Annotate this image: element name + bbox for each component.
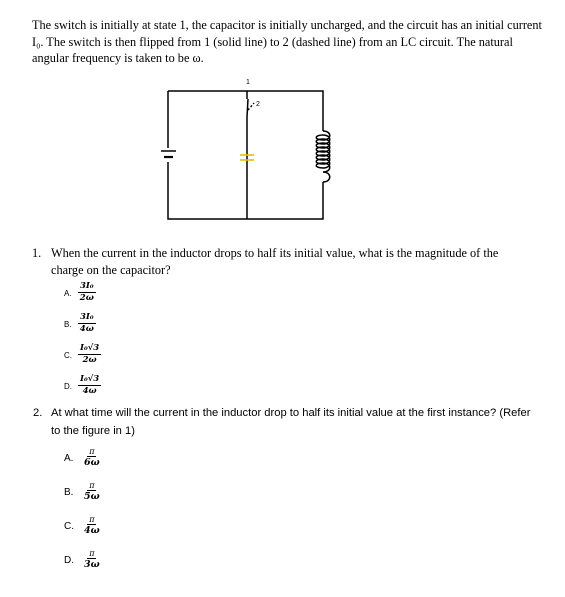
q1-option-b-letter[interactable]: B. [64,320,72,329]
q1-option-b-numerator: 3I₀ [80,312,94,322]
switch-state-2-label: 2 [256,101,260,108]
switch-state-1-label: 1 [246,79,250,86]
q1-option-c-denominator: 2ω [82,354,97,365]
problem-statement: The switch is initially at state 1, the capacitor is initially uncharged, and the circuit has an initial current I₀. The switch is then flipped from 1 (solid line) to 2 (dashed line) from an LC circuit. The natural angular frequency is taken to be ω. [32,18,542,66]
q2-option-c-fraction[interactable] [84,515,100,537]
q1-option-d-denominator: 4ω [82,385,97,396]
q1-option-a-numerator: 3I₀ [80,281,94,291]
q2-option-d-denominator: 3ω [84,559,100,571]
q2-option-b-fraction[interactable] [84,481,100,503]
q2-option-a-numerator: π [89,447,95,456]
battery-icon [161,151,176,157]
q2-option-d-numerator: π [89,549,95,558]
circuit-wire-top [168,91,323,131]
q1-option-c-fraction[interactable] [78,344,101,365]
question-2-number: 2. [33,407,43,419]
q2-option-c-denominator: 4ω [84,525,100,537]
q2-option-b-letter[interactable]: B. [64,487,74,498]
q2-option-c-numerator: π [89,515,95,524]
question-1-number: 1. [32,246,42,260]
q1-option-d-letter[interactable]: D. [64,382,72,391]
q2-option-a-denominator: 6ω [84,457,100,469]
q1-option-d-numerator: I₀√3 [80,374,100,384]
q1-option-a-denominator: 2ω [79,292,94,303]
question-2-text: At what time will the current in the inductor drop to half its initial value at the first instance? (Refer to the figure in 1) [51,407,531,437]
question-1-text: When the current in the inductor drops to half its initial value, what is the magnitude of the charge on the capacitor? [51,246,499,277]
q1-option-a-letter[interactable]: A. [64,289,72,298]
q1-option-a-fraction[interactable] [78,282,96,303]
q1-option-c-numerator: I₀√3 [80,343,100,353]
q1-option-d-fraction[interactable] [78,375,101,396]
q1-option-b-fraction[interactable] [78,313,96,334]
circuit-wire-bottom [168,162,323,219]
switch-icon [247,99,254,117]
q2-option-a-fraction[interactable] [84,447,100,469]
q1-option-c-letter[interactable]: C. [64,351,72,360]
inductor-icon [316,131,330,182]
q2-option-b-denominator: 5ω [84,491,100,503]
q2-option-a-letter[interactable]: A. [64,453,74,464]
q2-option-c-letter[interactable]: C. [64,521,74,532]
q2-option-b-numerator: π [89,481,95,490]
q2-option-d-letter[interactable]: D. [64,555,74,566]
q1-option-b-denominator: 4ω [79,323,94,334]
q2-option-d-fraction[interactable] [84,549,100,571]
